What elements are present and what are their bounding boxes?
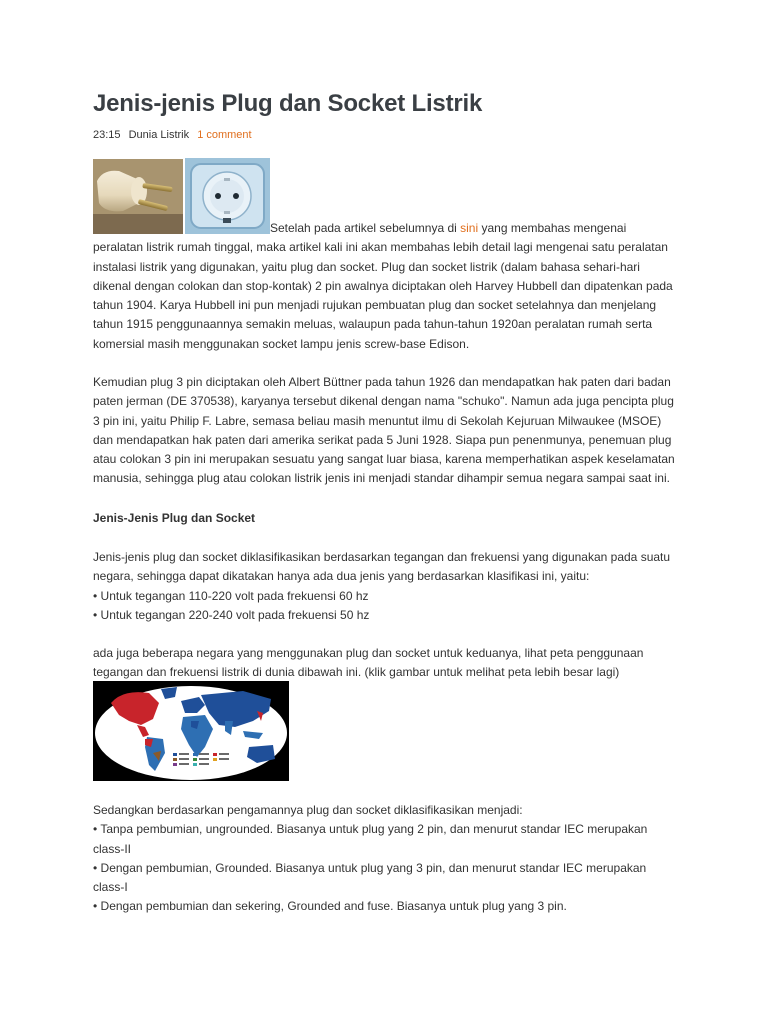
paragraph-2: Kemudian plug 3 pin diciptakan oleh Albert Büttner pada tahun 1926 dan mendapatkan hak paten dari badan paten jerman (DE 370538), karyanya tersebut dikenal dengan nama "schuko". Namun ada juga pencipta plug 3 pin ini, yaitu Philip F. Labre, semasa beliau masih menuntut ilmu di Sekolah Kejuruan Milwaukee (MSOE) dan mendapatkan hak paten dari amerika serikat pada 5 Juni 1928. Siapa pun penenmunya, penemuan plug atau colokan 3 pin ini merupakan sesuatu yang sangat luar biasa, karena memperhatikan aspek keselamatan manusia, sehingga plug atau colokan listrik jenis ini menjadi standar dihampir semua negara sampai saat ini. [93,375,675,486]
list-item: • Dengan pembumian dan sekering, Grounded and fuse. Biasanya untuk plug yang 3 pin. [93,899,567,914]
post-author: Dunia Listrik [128,129,190,141]
post-title: Jenis-jenis Plug dan Socket Listrik [93,90,483,117]
sini-link[interactable]: sini [460,221,479,235]
paragraph-5-text: Sedangkan berdasarkan pengamannya plug dan socket diklasifikasikan menjadi: [93,803,523,817]
list-item: • Untuk tegangan 220-240 volt pada frekuensi 50 hz [93,607,370,622]
paragraph-1 [93,219,678,354]
paragraph-3 [93,548,678,625]
post-meta [93,129,252,141]
comments-link[interactable]: 1 comment [197,129,252,141]
paragraph-4: ada juga beberapa negara yang menggunakan plug dan socket untuk keduanya, lihat peta penggunaan tegangan dan frekuensi listrik di dunia dibawah ini. (klik gambar untuk melihat peta lebih besar lagi) [93,646,644,680]
paragraph-1-before-link: Setelah pada artikel sebelumnya di [270,221,461,235]
world-voltage-map[interactable] [93,681,289,781]
post-time: 23:15 [93,129,121,141]
list-item: • Dengan pembumian, Grounded. Biasanya untuk plug yang 3 pin, dan menurut standar IEC merupakan class-I [93,860,647,895]
paragraph-3-text: Jenis-jenis plug dan socket diklasifikasikan berdasarkan tegangan dan frekuensi yang digunakan pada suatu negara, sehingga dapat dikatakan hanya ada dua jenis yang berdasarkan klasifikasi ini, yaitu: [93,550,671,584]
section-heading: Jenis-Jenis Plug dan Socket [93,511,256,525]
list-item: • Tanpa pembumian, ungrounded. Biasanya untuk plug yang 2 pin, dan menurut standar IEC merupakan class-II [93,822,648,856]
list-item: • Untuk tegangan 110-220 volt pada frekuensi 60 hz [93,588,369,603]
paragraph-5 [93,801,678,917]
paragraph-1-after-link: yang membahas mengenai peralatan listrik rumah tinggal, maka artikel kali ini akan membahas lebih detail lagi mengenai satu peralatan instalasi listrik yang digunakan, yaitu plug dan socket. Plug dan socket listrik (dalam bahasa sehari-hari dikenal dengan colokan dan stop-kontak) 2 pin awalnya diciptakan oleh Harvey Hubbell dan dipatenkan pada tahun 1904. Karya Hubbell ini pun menjadi rujukan pembuatan plug dan socket setelahnya dan menjelang tahun 1915 penggunaannya semakin meluas, walaupun pada tahun-tahun 1920an peralatan rumah serta komersial masih menggunakan socket lampu jenis screw-base Edison. [93,221,673,351]
